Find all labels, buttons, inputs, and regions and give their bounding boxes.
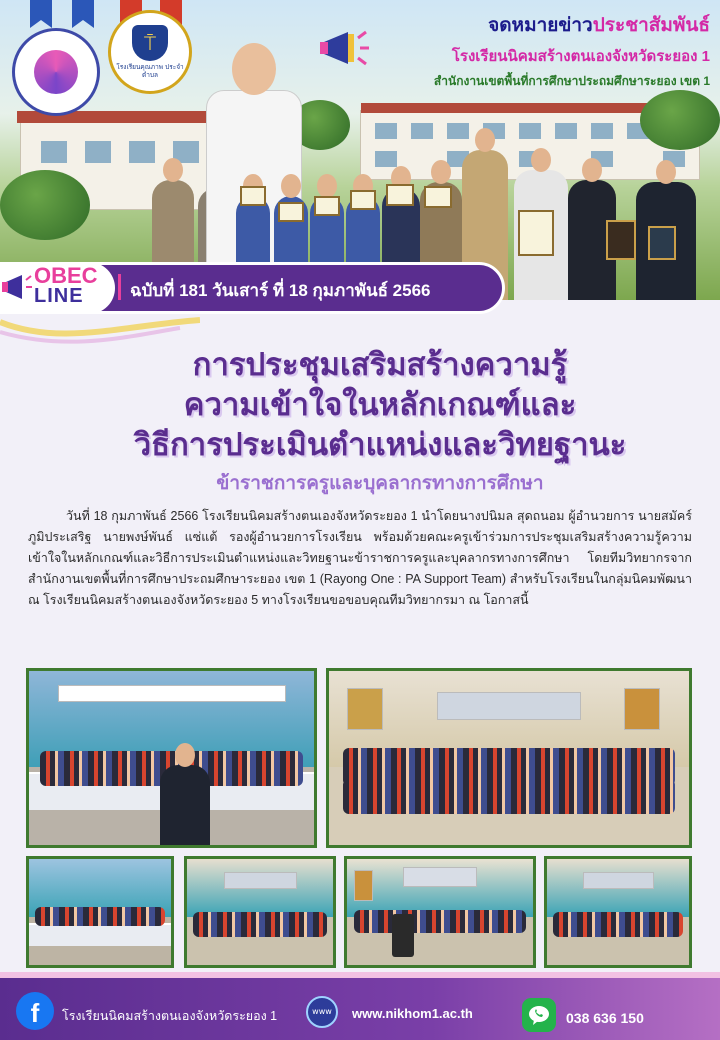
header-text: [350, 10, 710, 91]
obec-line-text: [34, 263, 98, 307]
photo-group-hall: [326, 668, 692, 848]
phone-icon[interactable]: [522, 998, 556, 1032]
tree: [0, 170, 90, 240]
title-accent: ประชาสัมพันธ์: [592, 15, 710, 36]
newsletter-title: [350, 10, 710, 40]
photo-group-line: [544, 856, 692, 968]
office-name: สำนักงานเขตพื้นที่การศึกษาประถมศึกษาระยอง เขต 1: [433, 74, 710, 88]
podium: [392, 914, 414, 956]
school-emblem-logo: [12, 28, 100, 116]
headline-line: วิธีการประเมินตำแหน่งและวิทยฐานะ: [133, 427, 627, 462]
title-prefix: จดหมายข่าว: [488, 15, 593, 36]
certificate: [386, 184, 414, 206]
certificate: [518, 210, 554, 256]
award-trophy: [648, 226, 676, 260]
photo-group-stage: [184, 856, 336, 968]
ribbon-icon: [72, 0, 94, 28]
facebook-icon[interactable]: f: [16, 992, 54, 1030]
issue-separator: [118, 274, 121, 300]
quality-school-logo: [108, 10, 192, 94]
article-headline: [60, 345, 700, 465]
globe-icon[interactable]: www: [306, 996, 338, 1028]
tree: [640, 90, 720, 150]
photo-meeting-room: [26, 668, 317, 848]
photo-participants-tables: [26, 856, 174, 968]
header-banner: [0, 0, 720, 300]
megaphone-small-icon: [2, 272, 32, 302]
certificate: [350, 190, 376, 210]
person: [160, 765, 210, 845]
article-subheadline: ข้าราชการครูและบุคลากรทางการศึกษา: [216, 473, 544, 494]
certificate: [424, 186, 452, 208]
school-name: โรงเรียนนิคมสร้างตนเองจังหวัดระยอง 1: [451, 48, 710, 65]
obec-label: OBEC: [34, 263, 98, 288]
facebook-page-link[interactable]: โรงเรียนนิคมสร้างตนเองจังหวัดระยอง 1: [62, 1009, 278, 1023]
certificate: [314, 196, 340, 216]
award-plaque: [606, 220, 636, 260]
footer-strip: [0, 972, 720, 978]
certificate: [240, 186, 266, 206]
phone-number: 038 636 150: [566, 1010, 644, 1026]
quality-school-caption: โรงเรียนคุณภาพ ประจำตำบล: [116, 63, 184, 79]
lotus-icon: [34, 50, 78, 94]
headline-line: ความเข้าใจในหลักเกณฑ์และ: [183, 387, 577, 422]
article-body: วันที่ 18 กุมภาพันธ์ 2566 โรงเรียนนิคมสร้างตนเองจังหวัดระยอง 1 นำโดยนางปนิมล สุดถนอม ผู้อำนวยการ นายสมัคร์ ภูมิประเสริฐ นายพงษ์พันธ์ แซ่แต้ รองผู้อำนวยการโรงเรียน พร้อมด้วยคณะครูเข้าร่วมการประชุมเสริมสร้างความรู้ความเข้าใจในหลักเกณฑ์และวิธีการประเมินตำแหน่งและวิทยฐานะข้าราชการครูและบุคลากรทางการศึกษา โดยทีมวิทยากรจากสำนักงานเขตพื้นที่การศึกษาประถมศึกษาระยอง เขต 1 (Rayong One : PA Support Team) สำหรับโรงเรียนในกลุ่มนิคมพัฒนา ณ โรงเรียนนิคมสร้างตนเองจังหวัดระยอง 5 ทางโรงเรียนขอขอบคุณทีมวิทยากรมา ณ โอกาสนี้: [28, 509, 692, 607]
crest-icon: ⍑: [132, 25, 168, 61]
line-label: LINE: [34, 285, 84, 307]
ribbon-icon: [30, 0, 52, 28]
issue-number: ฉบับที่ 181 วันเสาร์ ที่ 18 กุมภาพันธ์ 2566: [130, 281, 431, 300]
website-link[interactable]: www.nikhom1.ac.th: [352, 1006, 473, 1021]
headline-line: การประชุมเสริมสร้างความรู้: [192, 347, 568, 382]
certificate: [278, 202, 304, 222]
photo-podium-speech: [344, 856, 536, 968]
